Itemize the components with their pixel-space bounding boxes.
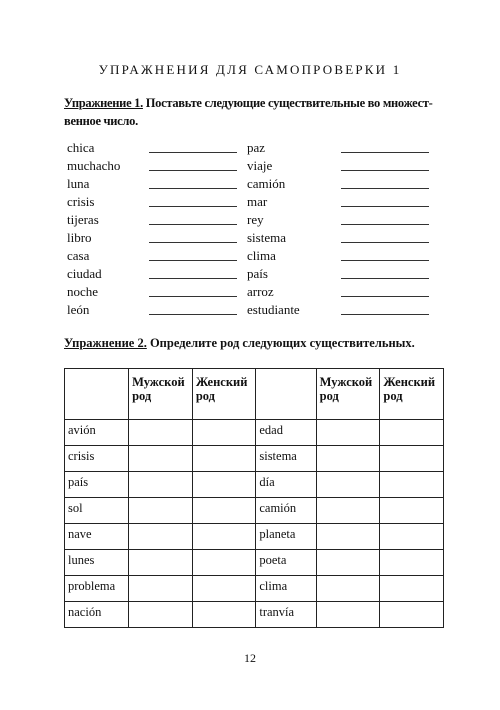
feminine-answer-cell[interactable] (192, 576, 256, 602)
noun-cell: país (65, 472, 129, 498)
word-row (247, 283, 300, 301)
masculine-answer-cell[interactable] (316, 576, 380, 602)
noun-cell: día (256, 472, 316, 498)
answer-blank[interactable] (341, 296, 429, 297)
answer-blank[interactable] (149, 170, 237, 171)
noun-word: país (247, 266, 268, 281)
masculine-answer-cell[interactable] (316, 446, 380, 472)
header-empty-cell (65, 369, 129, 420)
feminine-answer-cell[interactable] (380, 550, 444, 576)
noun-cell: tranvía (256, 602, 316, 628)
masculine-answer-cell[interactable] (316, 472, 380, 498)
answer-blank[interactable] (149, 206, 237, 207)
word-row (247, 193, 300, 211)
noun-word: noche (67, 284, 99, 299)
header-empty-cell (256, 369, 316, 420)
word-row (67, 175, 120, 193)
answer-blank[interactable] (149, 188, 237, 189)
noun-cell: sistema (256, 446, 316, 472)
masculine-answer-cell[interactable] (129, 602, 193, 628)
answer-blank[interactable] (149, 314, 237, 315)
word-row (247, 229, 300, 247)
noun-word: chica (67, 140, 95, 155)
header-masculine-1: Мужской род (129, 369, 193, 420)
masculine-answer-cell[interactable] (129, 420, 193, 446)
word-row (67, 157, 120, 175)
answer-blank[interactable] (341, 314, 429, 315)
answer-blank[interactable] (149, 260, 237, 261)
table-row (65, 576, 444, 602)
answer-blank[interactable] (149, 278, 237, 279)
table-row (65, 602, 444, 628)
masculine-answer-cell[interactable] (316, 420, 380, 446)
noun-cell: clima (256, 576, 316, 602)
noun-cell: problema (65, 576, 129, 602)
exercise-1-right-column (247, 139, 300, 319)
masculine-answer-cell[interactable] (129, 576, 193, 602)
feminine-answer-cell[interactable] (192, 446, 256, 472)
feminine-answer-cell[interactable] (192, 524, 256, 550)
masculine-answer-cell[interactable] (129, 446, 193, 472)
word-row (247, 211, 300, 229)
noun-word: clima (247, 248, 276, 263)
exercise-2-label: Упражнение 2. (64, 336, 147, 350)
masculine-answer-cell[interactable] (129, 550, 193, 576)
word-row (67, 283, 120, 301)
word-row (67, 229, 120, 247)
word-row (247, 247, 300, 265)
answer-blank[interactable] (149, 296, 237, 297)
answer-blank[interactable] (341, 206, 429, 207)
answer-blank[interactable] (149, 242, 237, 243)
answer-blank[interactable] (341, 188, 429, 189)
feminine-answer-cell[interactable] (380, 576, 444, 602)
noun-word: rey (247, 212, 264, 227)
noun-word: sistema (247, 230, 286, 245)
masculine-answer-cell[interactable] (316, 602, 380, 628)
noun-word: mar (247, 194, 268, 209)
feminine-answer-cell[interactable] (380, 472, 444, 498)
noun-word: viaje (247, 158, 273, 173)
masculine-answer-cell[interactable] (129, 524, 193, 550)
masculine-answer-cell[interactable] (129, 498, 193, 524)
page-number: 12 (244, 651, 256, 665)
header-feminine-1: Женский род (192, 369, 256, 420)
header-feminine-2: Женский род (380, 369, 444, 420)
noun-word: estudiante (247, 302, 300, 317)
feminine-answer-cell[interactable] (192, 602, 256, 628)
noun-cell: nave (65, 524, 129, 550)
feminine-answer-cell[interactable] (380, 420, 444, 446)
exercise-1-heading (64, 94, 440, 130)
noun-word: luna (67, 176, 90, 191)
noun-word: ciudad (67, 266, 102, 281)
table-row (65, 498, 444, 524)
feminine-answer-cell[interactable] (192, 420, 256, 446)
answer-blank[interactable] (341, 278, 429, 279)
feminine-answer-cell[interactable] (192, 498, 256, 524)
noun-word: camión (247, 176, 286, 191)
answer-blank[interactable] (149, 152, 237, 153)
noun-word: libro (67, 230, 92, 245)
header-masculine-2: Мужской род (316, 369, 380, 420)
answer-blank[interactable] (341, 170, 429, 171)
exercise-1-instruction: Поставьте следующие существительные во множест-венное число. (64, 96, 433, 128)
noun-word: casa (67, 248, 90, 263)
noun-cell: poeta (256, 550, 316, 576)
noun-cell: edad (256, 420, 316, 446)
word-row (67, 193, 120, 211)
word-row (247, 139, 300, 157)
noun-cell: camión (256, 498, 316, 524)
masculine-answer-cell[interactable] (129, 472, 193, 498)
word-row (67, 139, 120, 157)
answer-blank[interactable] (341, 224, 429, 225)
noun-cell: lunes (65, 550, 129, 576)
noun-cell: planeta (256, 524, 316, 550)
feminine-answer-cell[interactable] (380, 498, 444, 524)
exercise-1-left-column (67, 139, 120, 319)
answer-blank[interactable] (341, 260, 429, 261)
word-row (67, 211, 120, 229)
noun-word: paz (247, 140, 266, 155)
exercise-2-instruction: Определите род следующих существительных. (146, 336, 415, 350)
noun-word: tijeras (67, 212, 99, 227)
noun-word: muchacho (67, 158, 121, 173)
answer-blank[interactable] (341, 242, 429, 243)
word-row (247, 157, 300, 175)
answer-blank[interactable] (149, 224, 237, 225)
noun-word: crisis (67, 194, 95, 209)
masculine-answer-cell[interactable] (316, 550, 380, 576)
word-row (67, 247, 120, 265)
gender-table (64, 368, 444, 628)
word-row (67, 301, 120, 319)
exercise-2-heading (64, 334, 444, 352)
word-row (247, 301, 300, 319)
table-row (65, 420, 444, 446)
exercise-1-label: Упражнение 1. (64, 96, 143, 110)
gender-table-header-row (65, 369, 444, 420)
feminine-answer-cell[interactable] (380, 524, 444, 550)
feminine-answer-cell[interactable] (380, 446, 444, 472)
feminine-answer-cell[interactable] (380, 602, 444, 628)
table-row (65, 550, 444, 576)
word-row (247, 265, 300, 283)
masculine-answer-cell[interactable] (316, 524, 380, 550)
word-row (67, 265, 120, 283)
table-row (65, 524, 444, 550)
noun-cell: avión (65, 420, 129, 446)
table-row (65, 446, 444, 472)
noun-cell: nación (65, 602, 129, 628)
feminine-answer-cell[interactable] (192, 550, 256, 576)
feminine-answer-cell[interactable] (192, 472, 256, 498)
noun-cell: crisis (65, 446, 129, 472)
noun-word: arroz (247, 284, 274, 299)
answer-blank[interactable] (341, 152, 429, 153)
noun-word: león (67, 302, 90, 317)
word-row (247, 175, 300, 193)
masculine-answer-cell[interactable] (316, 498, 380, 524)
noun-cell: sol (65, 498, 129, 524)
table-row (65, 472, 444, 498)
page-title: УПРАЖНЕНИЯ ДЛЯ САМОПРОВЕРКИ 1 (98, 62, 402, 77)
